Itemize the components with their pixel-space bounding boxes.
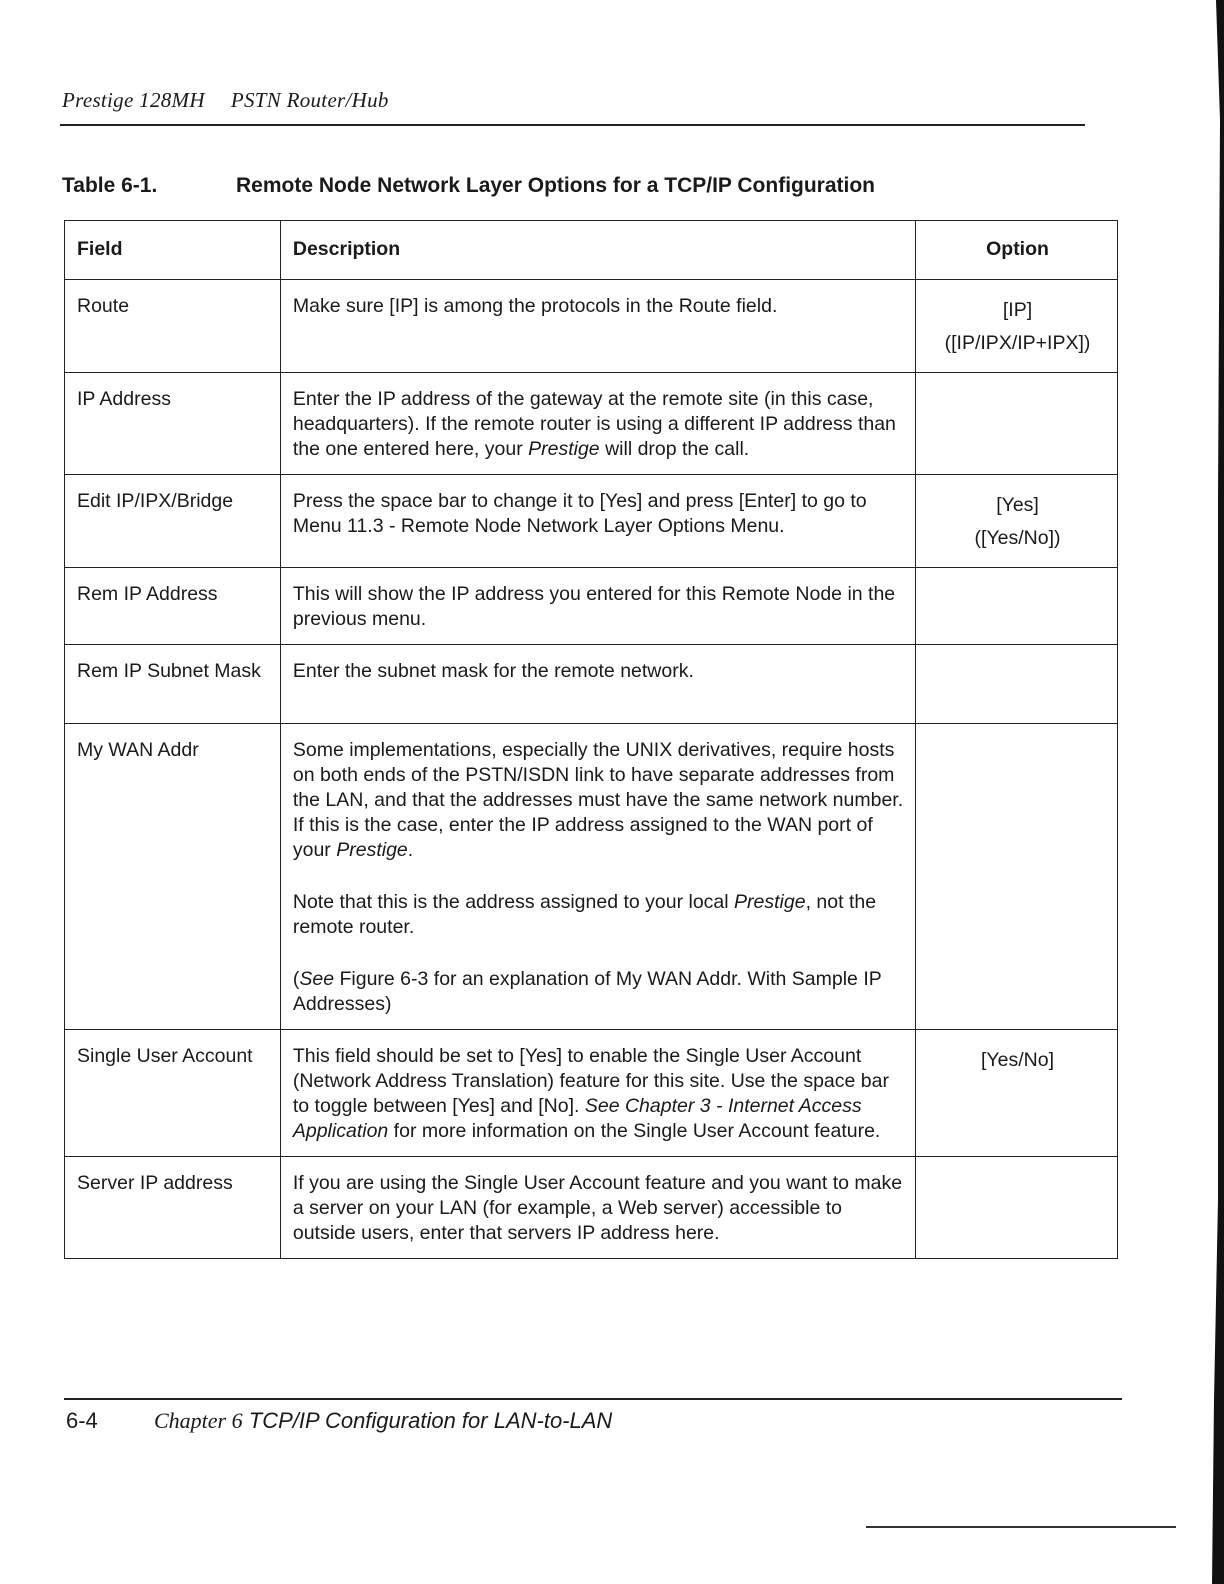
table-row <box>65 475 1118 568</box>
page-binding-edge <box>1210 0 1224 1584</box>
option-cell <box>916 280 1118 373</box>
table-row <box>65 724 1118 1030</box>
description-cell: Make sure [IP] is among the protocols in the Route field. <box>280 280 915 373</box>
header-product: Prestige 128MH <box>62 88 205 112</box>
description-paragraph <box>293 890 905 940</box>
page-number: 6-4 <box>66 1408 98 1433</box>
field-cell: Rem IP Subnet Mask <box>65 645 281 724</box>
running-header <box>62 88 389 113</box>
description-text: will drop the call. <box>599 438 750 460</box>
option-choices: ([Yes/No]) <box>974 527 1061 549</box>
chapter-title: TCP/IP Configuration for LAN-to-LAN <box>248 1408 613 1433</box>
table-row <box>65 645 1118 724</box>
option-cell <box>916 568 1118 645</box>
column-header-description: Description <box>280 221 915 280</box>
option-cell <box>916 475 1118 568</box>
description-text: Some implementations, especially the UNIX derivatives, require hosts on both ends of the PSTN/ISDN link to have separate addresses from the LAN, and that the addresses must have the same network number. If this is the case, enter the IP address assigned to the WAN port of your <box>292 739 904 861</box>
option-cell <box>916 724 1118 1030</box>
description-text: Figure 6-3 for an explanation of My WAN Addr. With Sample IP Addresses) <box>292 968 882 1015</box>
description-cell <box>280 724 915 1030</box>
description-text: , not the remote router. <box>292 891 877 938</box>
description-cell: If you are using the Single User Account feature and you want to make a server on your LAN (for example, a Web server) accessible to outside users, enter that servers IP address here. <box>280 1157 915 1259</box>
field-cell: Rem IP Address <box>65 568 281 645</box>
chapter-label: Chapter 6 <box>154 1408 243 1433</box>
description-emphasis: See Chapter 3 - Internet Access Application <box>292 1095 862 1142</box>
table-row <box>65 373 1118 475</box>
option-value: [IP] <box>1002 299 1033 321</box>
description-text: ( <box>292 968 300 990</box>
description-paragraph <box>293 738 905 863</box>
description-emphasis: See <box>299 968 335 990</box>
description-text: for more information on the Single User Account feature. <box>388 1120 881 1142</box>
option-cell <box>916 373 1118 475</box>
description-cell: This will show the IP address you entered for this Remote Node in the previous menu. <box>280 568 915 645</box>
option-cell <box>916 1030 1118 1157</box>
field-cell: My WAN Addr <box>65 724 281 1030</box>
description-cell <box>280 373 915 475</box>
table-caption <box>62 174 875 198</box>
description-emphasis: Prestige <box>734 891 806 913</box>
field-cell: Server IP address <box>65 1157 281 1259</box>
table-header-row <box>65 221 1118 280</box>
description-emphasis: Prestige <box>336 839 408 861</box>
description-cell <box>280 1030 915 1157</box>
table-row <box>65 280 1118 373</box>
table-row <box>65 568 1118 645</box>
options-table <box>64 220 1118 1259</box>
description-text: This field should be set to [Yes] to enable the Single User Account (Network Address Translation) feature for this site. Use the space bar to toggle between [Yes] and [No]. <box>292 1045 889 1117</box>
field-cell: Single User Account <box>65 1030 281 1157</box>
option-value: [Yes] <box>996 494 1039 516</box>
option-value: [Yes/No] <box>981 1049 1055 1071</box>
field-cell: Route <box>65 280 281 373</box>
description-paragraph <box>293 967 905 1017</box>
header-subtitle: PSTN Router/Hub <box>230 88 389 112</box>
description-text: . <box>407 839 414 861</box>
column-header-option: Option <box>916 221 1118 280</box>
field-cell: IP Address <box>65 373 281 475</box>
description-cell: Press the space bar to change it to [Yes] and press [Enter] to go to Menu 11.3 - Remote Node Network Layer Options Menu. <box>280 475 915 568</box>
footer-rule <box>64 1398 1122 1400</box>
option-cell <box>916 645 1118 724</box>
header-rule <box>60 124 1085 126</box>
description-emphasis: Prestige <box>528 438 600 460</box>
table-row <box>65 1157 1118 1259</box>
column-header-field: Field <box>65 221 281 280</box>
description-text: Note that this is the address assigned to your local <box>292 891 735 913</box>
table-row <box>65 1030 1118 1157</box>
page-footer <box>66 1408 612 1434</box>
table-title: Remote Node Network Layer Options for a TCP/IP Configuration <box>236 174 876 197</box>
description-text: Enter the IP address of the gateway at the remote site (in this case, headquarters). If the remote router is using a different IP address than the one entered here, your <box>292 388 896 460</box>
option-cell <box>916 1157 1118 1259</box>
field-cell: Edit IP/IPX/Bridge <box>65 475 281 568</box>
scan-edge-rule <box>866 1526 1176 1528</box>
table-number: Table 6-1. <box>62 174 158 197</box>
description-cell: Enter the subnet mask for the remote network. <box>280 645 915 724</box>
option-choices: ([IP/IPX/IP+IPX]) <box>944 332 1091 354</box>
